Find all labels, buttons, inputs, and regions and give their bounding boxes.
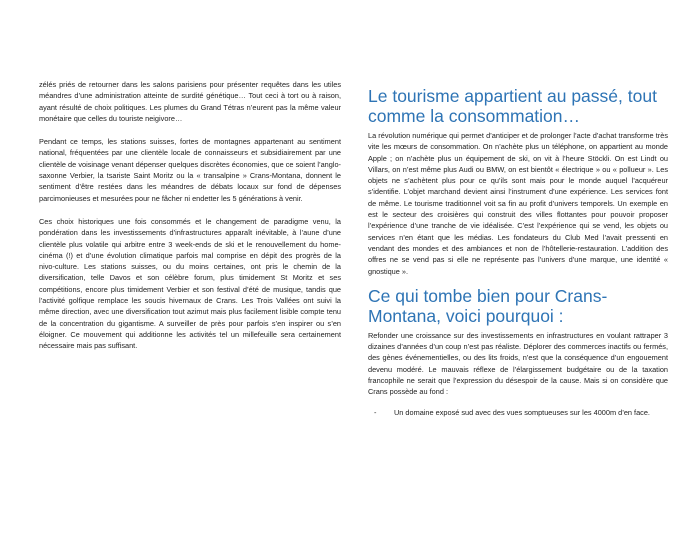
asset-list <box>368 407 668 418</box>
dash-bullet-icon: - <box>374 407 377 417</box>
right-paragraph-1: La révolution numérique qui permet d’anticiper et de prolonger l’acte d’achat transforme très vite les mœurs de consommation. On n’achète plus un téléphone, on appartient au monde Apple ; on n’achète plus un équipement de ski, on vit à l’heure Stöckli. On est Lindt ou Villars, on n’est même plus Audi ou BMW, on est bientôt « électrique » ou « pollueur ». Les objets ne s’achètent plus pour ce qu’ils sont mais pour le monde auquel l’acquéreur s’identifie. L’objet marchand devient ainsi l’instrument d’une expérience. Les services font de même. Le tourisme traditionnel voit sa fin au profit d’univers temporels. Un exemple en est le secteur des croisières qui construit des villes flottantes pour pouvoir proposer l’expérience d’une tranche de vie idéalisée. C’est l’expérience qui se vend, les objets ou services n’en étant que les médias. Les fondateurs du Club Med l’avait pressenti en vendant des mondes et des ambiances et non de l’hôtellerie-restauration. L’addition des offres ne se vend pas si elle ne représente pas l’univers d’une marque, une identité « gnostique ». <box>368 131 668 276</box>
right-column <box>368 86 668 418</box>
section-heading-crans-montana: Ce qui tombe bien pour Crans-Montana, voici pourquoi : <box>368 285 608 326</box>
section-heading-tourism: Le tourisme appartient au passé, tout comme la consommation… <box>368 86 657 126</box>
left-column <box>39 79 341 364</box>
left-paragraph-3: Ces choix historiques une fois consommés et le changement de paradigme venu, la pondération dans les investissements d’infrastructures apparaît inévitable, à l’aune d’une clientèle plus volatile qui arbitre entre 3 week-ends de ski et le renouvellement du home-cinéma (!) et d’une évolution climatique parfois mal comprise en dépit des progrès de la nivo-culture. Les stations suisses, ou du moins certaines, ont pris le chemin de la diversification, telle Davos et son célèbre forum, plus timidement St Moritz et ses compétitions, encore plus timidement Verbier et son festival d’été de musique, tandis que l’activité golfique remplace les soucis hivernaux de Crans. Les Trois Vallées ont suivi la même direction, avec une diversification tout azimut mais plus facilement lisible compte tenu de la concentration du gigantisme. A surveiller de près pour parfois s’en inspirer ou s’en éloigner. Ce mouvement qui additionne les activités tel un millefeuille sera certainement nécessaire mais pas suffisant. <box>39 216 341 351</box>
left-paragraph-2: Pendant ce temps, les stations suisses, fortes de montagnes appartenant au sentiment national, fréquentées par une clientèle locale de connaisseurs et subsidiairement par une clientèle de voisinage venant dépenser quelques discrètes économies, que ce soient l’anglo-saxonne Verbier, la tsariste Saint Moritz ou la « transalpine » Crans-Montana, donnent le sentiment d’être restées dans les méandres de débats locaux sur fond de dépenses parcimonieuses et mesurées pour ne fâcher ni endetter les 5 générations à venir. <box>39 137 341 203</box>
left-paragraph-1: zélés priés de retourner dans les salons parisiens pour présenter requêtes dans les utiles méandres d’une administration atteinte de surdité génétique… Tout ceci à tort ou à raison, ayant résulté de choix politiques. Les plumes du Grand Tétras n’eurent pas la même valeur monétaire que celles du touriste neigivore… <box>39 80 341 123</box>
list-item <box>368 407 668 418</box>
list-item-text: Un domaine exposé sud avec des vues somptueuses sur les 4000m d’en face. <box>394 407 650 417</box>
right-paragraph-2: Refonder une croissance sur des investissements en infrastructures en voulant rattraper 3 dizaines d’années d’un coup n’est pas réaliste. Déplorer des commerces inactifs ou fermés, des gènes événementielles, ou des lits froids, n’est que la conséquence d’un engouement devenu modéré. Le mauvais réflexe de l’élargissement budgétaire ou de la taxation francophile ne serait que l’expression du désespoir de la cause. Mais si on considère que Crans possède au fond : <box>368 330 668 397</box>
